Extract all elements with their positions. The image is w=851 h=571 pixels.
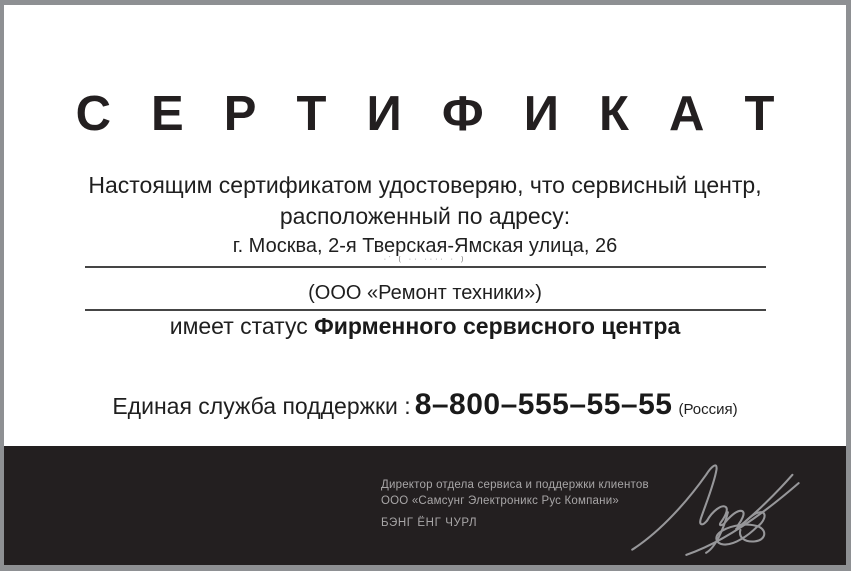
support-line bbox=[4, 388, 846, 422]
clipped-caption-fragments: ·ʼ ( ·· ···· · ) bbox=[383, 256, 467, 263]
intro-line-2: расположенный по адресу: bbox=[279, 203, 571, 229]
support-region: (Россия) bbox=[678, 401, 738, 418]
address-underline bbox=[85, 266, 766, 268]
certificate-intro bbox=[4, 170, 846, 232]
service-center-company-name: (ООО «Ремонт техники») bbox=[308, 282, 542, 304]
intro-line-1: Настоящим сертификатом удостоверяю, что сервисный центр, bbox=[88, 172, 762, 198]
signatory-company: ООО «Самсунг Электроникс Рус Компани» bbox=[381, 495, 619, 507]
status-line bbox=[4, 313, 846, 340]
status-value: Фирменного сервисного центра bbox=[314, 313, 681, 339]
certificate-footer bbox=[4, 446, 846, 565]
support-phone-number: 8–800–555–55–55 bbox=[414, 388, 673, 421]
certificate-title: С Е Р Т И Ф И К А Т bbox=[75, 87, 788, 141]
director-title: Директор отдела сервиса и поддержки клиентов bbox=[381, 479, 649, 491]
status-prefix: имеет статус bbox=[169, 313, 315, 339]
signatory-block bbox=[381, 477, 649, 531]
director-name: БЭНГ ЁНГ ЧУРЛ bbox=[381, 517, 478, 529]
signature-scribble-icon bbox=[626, 452, 808, 560]
certificate-sheet bbox=[4, 5, 846, 565]
support-label: Единая служба поддержки : bbox=[112, 393, 411, 419]
service-center-address: г. Москва, 2-я Тверская-Ямская улица, 26 bbox=[232, 235, 618, 257]
company-underline bbox=[85, 309, 766, 311]
